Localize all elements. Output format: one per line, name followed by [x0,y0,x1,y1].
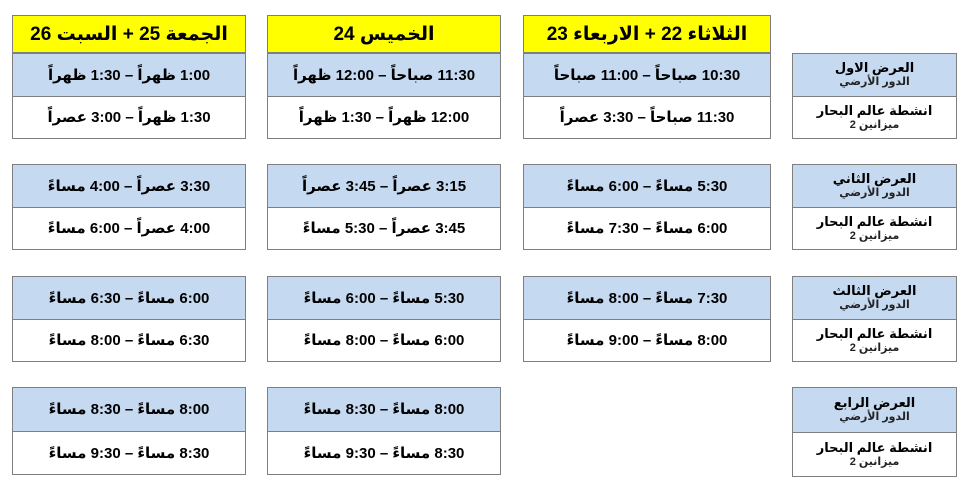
fri-sat-slot-2-activity-time: 4:00 عصراً – 6:00 مساءً [13,208,245,250]
fri-sat-slot-1-activity-time: 1:30 ظهراً – 3:00 عصراً [13,97,245,139]
header-fri-sat [12,15,246,53]
thu-slot-4-activity-time: 8:30 مساءً – 9:30 مساءً [268,432,500,475]
thu-slot-2-activity-time: 3:45 عصراً – 5:30 مساءً [268,208,500,250]
fri-sat-slot-1-show-time: 1:00 ظهراً – 1:30 ظهراً [13,54,245,97]
fri-sat-slot-3-show-time: 6:00 مساءً – 6:30 مساءً [13,277,245,320]
show-3-mezzanine: ميزانين 2 [849,341,900,354]
thu-slot-3 [267,276,501,362]
fri-sat-slot-4-activity-time: 8:30 مساءً – 9:30 مساءً [13,432,245,475]
show-2-body [793,208,956,250]
fri-sat-slot-2-show-time: 3:30 عصراً – 4:00 مساءً [13,165,245,208]
header-tue-wed-label: الثلاثاء 22 + الاربعاء 23 [546,23,748,45]
header-tue-wed [523,15,771,53]
thu-slot-3-activity-time: 6:00 مساءً – 8:00 مساءً [268,320,500,362]
show-3-header [793,277,956,320]
tue-wed-slot-2 [523,164,771,250]
show-2-mezzanine: ميزانين 2 [849,229,900,242]
show-1-title: العرض الاول [834,60,915,76]
thu-slot-1 [267,53,501,139]
show-1 [792,53,957,139]
fri-sat-slot-4-show-time: 8:00 مساءً – 8:30 مساءً [13,388,245,432]
header-fri-sat-label: الجمعة 25 + السبت 26 [30,23,228,45]
show-4-header [793,388,956,433]
thu-slot-3-show-time: 5:30 مساءً – 6:00 مساءً [268,277,500,320]
show-4-activities: انشطة عالم البحار [816,439,933,455]
thu-slot-2-show-time: 3:15 عصراً – 3:45 عصراً [268,165,500,208]
show-3-floor: الدور الأرضي [839,299,910,312]
show-2-activities: انشطة عالم البحار [816,213,933,229]
thu-slot-2 [267,164,501,250]
tue-wed-slot-3-activity-time: 8:00 مساءً – 9:00 مساءً [524,320,770,362]
show-1-mezzanine: ميزانين 2 [849,118,900,131]
show-2 [792,164,957,250]
show-3 [792,276,957,362]
fri-sat-slot-1 [12,53,246,139]
header-thu [267,15,501,53]
fri-sat-slot-4 [12,387,246,475]
tue-wed-slot-1-show-time: 10:30 صباحاً – 11:00 صباحاً [524,54,770,97]
show-4-title: العرض الرابع [833,395,916,411]
show-3-activities: انشطة عالم البحار [816,325,933,341]
thu-slot-4-show-time: 8:00 مساءً – 8:30 مساءً [268,388,500,432]
thu-slot-1-activity-time: 12:00 ظهراً – 1:30 ظهراً [268,97,500,139]
thu-slot-1-show-time: 11:30 صباحاً – 12:00 ظهراً [268,54,500,97]
show-4-body [793,433,956,477]
tue-wed-slot-2-activity-time: 6:00 مساءً – 7:30 مساءً [524,208,770,250]
show-1-header [793,54,956,97]
header-thu-label: الخميس 24 [333,23,435,45]
show-3-title: العرض الثالث [832,283,917,299]
tue-wed-slot-2-show-time: 5:30 مساءً – 6:00 مساءً [524,165,770,208]
show-3-body [793,320,956,362]
show-2-header [793,165,956,208]
show-4 [792,387,957,477]
tue-wed-slot-1-activity-time: 11:30 صباحاً – 3:30 عصراً [524,97,770,139]
show-2-floor: الدور الأرضي [839,187,910,200]
fri-sat-slot-3 [12,276,246,362]
show-4-floor: الدور الأرضي [839,411,910,424]
show-2-title: العرض الثاني [832,171,917,187]
show-4-mezzanine: ميزانين 2 [849,455,900,468]
fri-sat-slot-3-activity-time: 6:30 مساءً – 8:00 مساءً [13,320,245,362]
tue-wed-slot-3 [523,276,771,362]
show-1-activities: انشطة عالم البحار [816,102,933,118]
show-1-floor: الدور الأرضي [839,76,910,89]
thu-slot-4 [267,387,501,475]
fri-sat-slot-2 [12,164,246,250]
tue-wed-slot-1 [523,53,771,139]
show-1-body [793,97,956,139]
tue-wed-slot-3-show-time: 7:30 مساءً – 8:00 مساءً [524,277,770,320]
